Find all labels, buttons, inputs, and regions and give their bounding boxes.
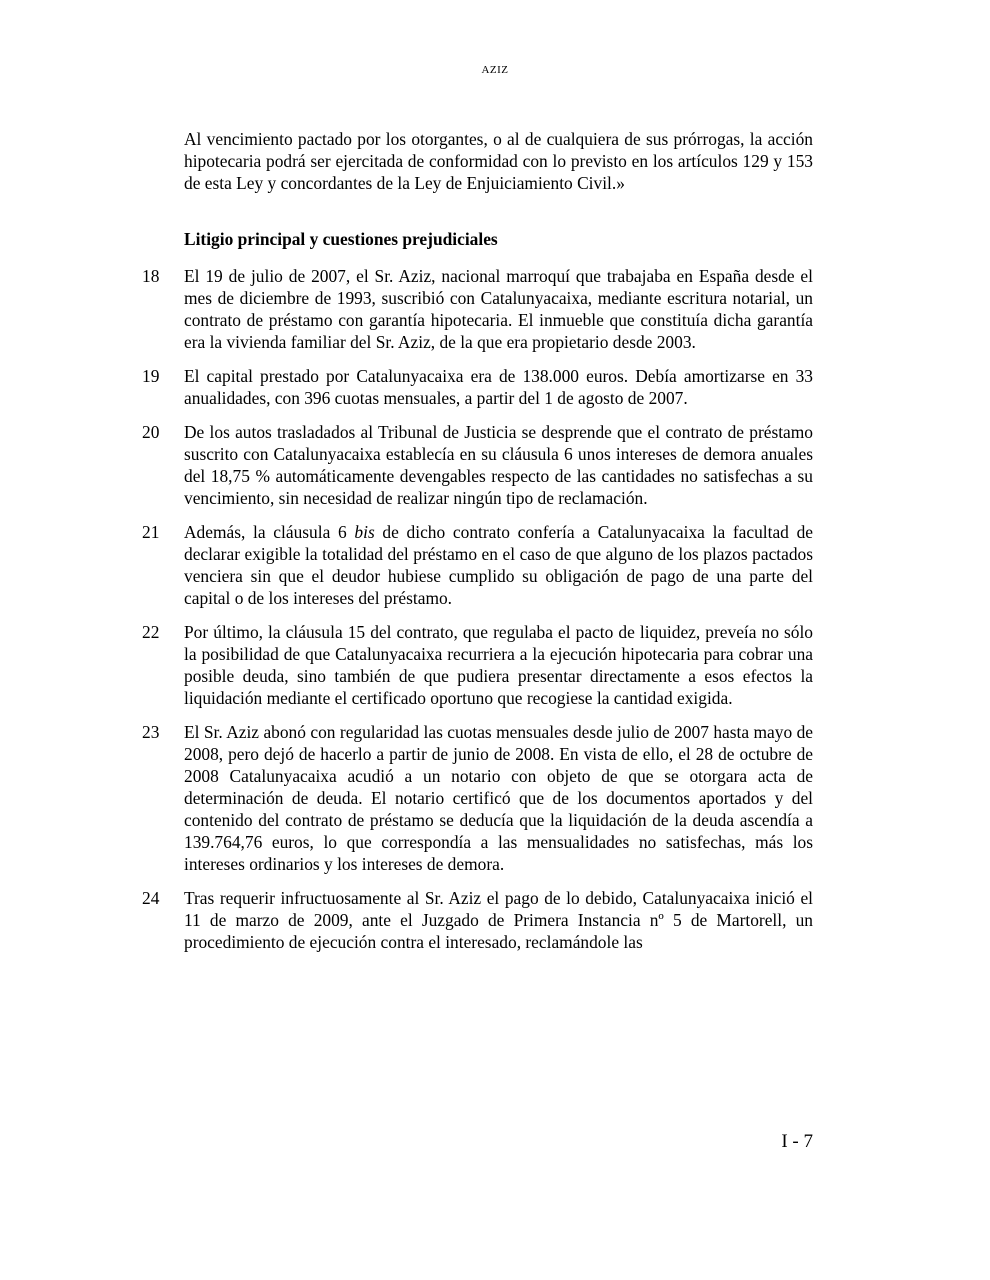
paragraph-number: 21 [142, 522, 160, 542]
paragraph-text: El 19 de julio de 2007, el Sr. Aziz, nacional marroquí que trabajaba en España desde el mes de diciembre de 1993, suscribió con Catalunyacaixa, mediante escritura notarial, un contrato de préstamo con garantía hipotecaria. El inmueble que constituía dicha garantía era la vivienda familiar del Sr. Aziz, de la que era propietario desde 2003. [184, 266, 813, 352]
paragraph-18 [142, 265, 813, 353]
paragraph-text: El Sr. Aziz abonó con regularidad las cuotas mensuales desde julio de 2007 hasta mayo de 2008, pero dejó de hacerlo a partir de junio de 2008. En vista de ello, el 28 de octubre de 2008 Catalunyacaixa acudió a un notario con objeto de que se otorgara acta de determinación de deuda. El notario certificó que de los documentos aportados y del contenido del contrato de préstamo se deducía que la liquidación de la deuda ascendía a 139.764,76 euros, lo que correspondía a las mensualidades no satisfechas, más los intereses ordinarios y los intereses de demora. [184, 722, 813, 874]
paragraph-text [184, 522, 813, 608]
paragraph-22 [142, 621, 813, 709]
paragraph-24 [142, 887, 813, 953]
paragraph-number: 18 [142, 266, 160, 286]
paragraph-text: De los autos trasladados al Tribunal de Justicia se desprende que el contrato de préstamo suscrito con Catalunyacaixa establecía en su cláusula 6 unos intereses de demora anuales del 18,75 % automáticamente devengables respecto de las cantidades no satisfechas a su vencimiento, sin necesidad de realizar ningún tipo de reclamación. [184, 422, 813, 508]
paragraph-text-part: de dicho contrato confería a Catalunyacaixa la facultad de declarar exigible la totalidad del préstamo en el caso de que alguno de los plazos pactados venciera sin que el deudor hubiese cumplido su obligación de pago de una parte del capital o de los intereses del préstamo. [184, 522, 813, 608]
italic-term: bis [354, 522, 375, 542]
paragraph-21 [142, 521, 813, 609]
page-number: I - 7 [781, 1131, 813, 1152]
paragraph-number: 22 [142, 622, 160, 642]
paragraph-23 [142, 721, 813, 875]
paragraph-number: 23 [142, 722, 160, 742]
section-heading: Litigio principal y cuestiones prejudiciales [184, 229, 498, 249]
paragraph-text-part: Además, la cláusula 6 [184, 522, 355, 542]
running-header: AZIZ [481, 64, 509, 76]
paragraph-text: Tras requerir infructuosamente al Sr. Aziz el pago de lo debido, Catalunyacaixa inició el 11 de marzo de 2009, ante el Juzgado de Primera Instancia nº 5 de Martorell, un procedimiento de ejecución contra el interesado, reclamándole las [184, 888, 813, 952]
quoted-legal-text: Al vencimiento pactado por los otorgantes, o al de cualquiera de sus prórrogas, la acción hipotecaria podrá ser ejercitada de conformidad con lo previsto en los artículos 129 y 153 de esta Ley y concordantes de la Ley de Enjuiciamiento Civil.» [184, 129, 813, 193]
paragraph-number: 20 [142, 422, 160, 442]
document-body [142, 128, 813, 965]
paragraph-19 [142, 365, 813, 409]
paragraph-20 [142, 421, 813, 509]
paragraph-text: El capital prestado por Catalunyacaixa era de 138.000 euros. Debía amortizarse en 33 anualidades, con 396 cuotas mensuales, a partir del 1 de agosto de 2007. [184, 366, 813, 408]
paragraph-number: 24 [142, 888, 160, 908]
paragraph-number: 19 [142, 366, 160, 386]
paragraph-text: Por último, la cláusula 15 del contrato, que regulaba el pacto de liquidez, preveía no sólo la posibilidad de que Catalunyacaixa recurriera a la ejecución hipotecaria para cobrar una posible deuda, sino también de que pudiera presentar directamente a esos efectos la liquidación mediante el certificado oportuno que recogiese la cantidad exigida. [184, 622, 813, 708]
